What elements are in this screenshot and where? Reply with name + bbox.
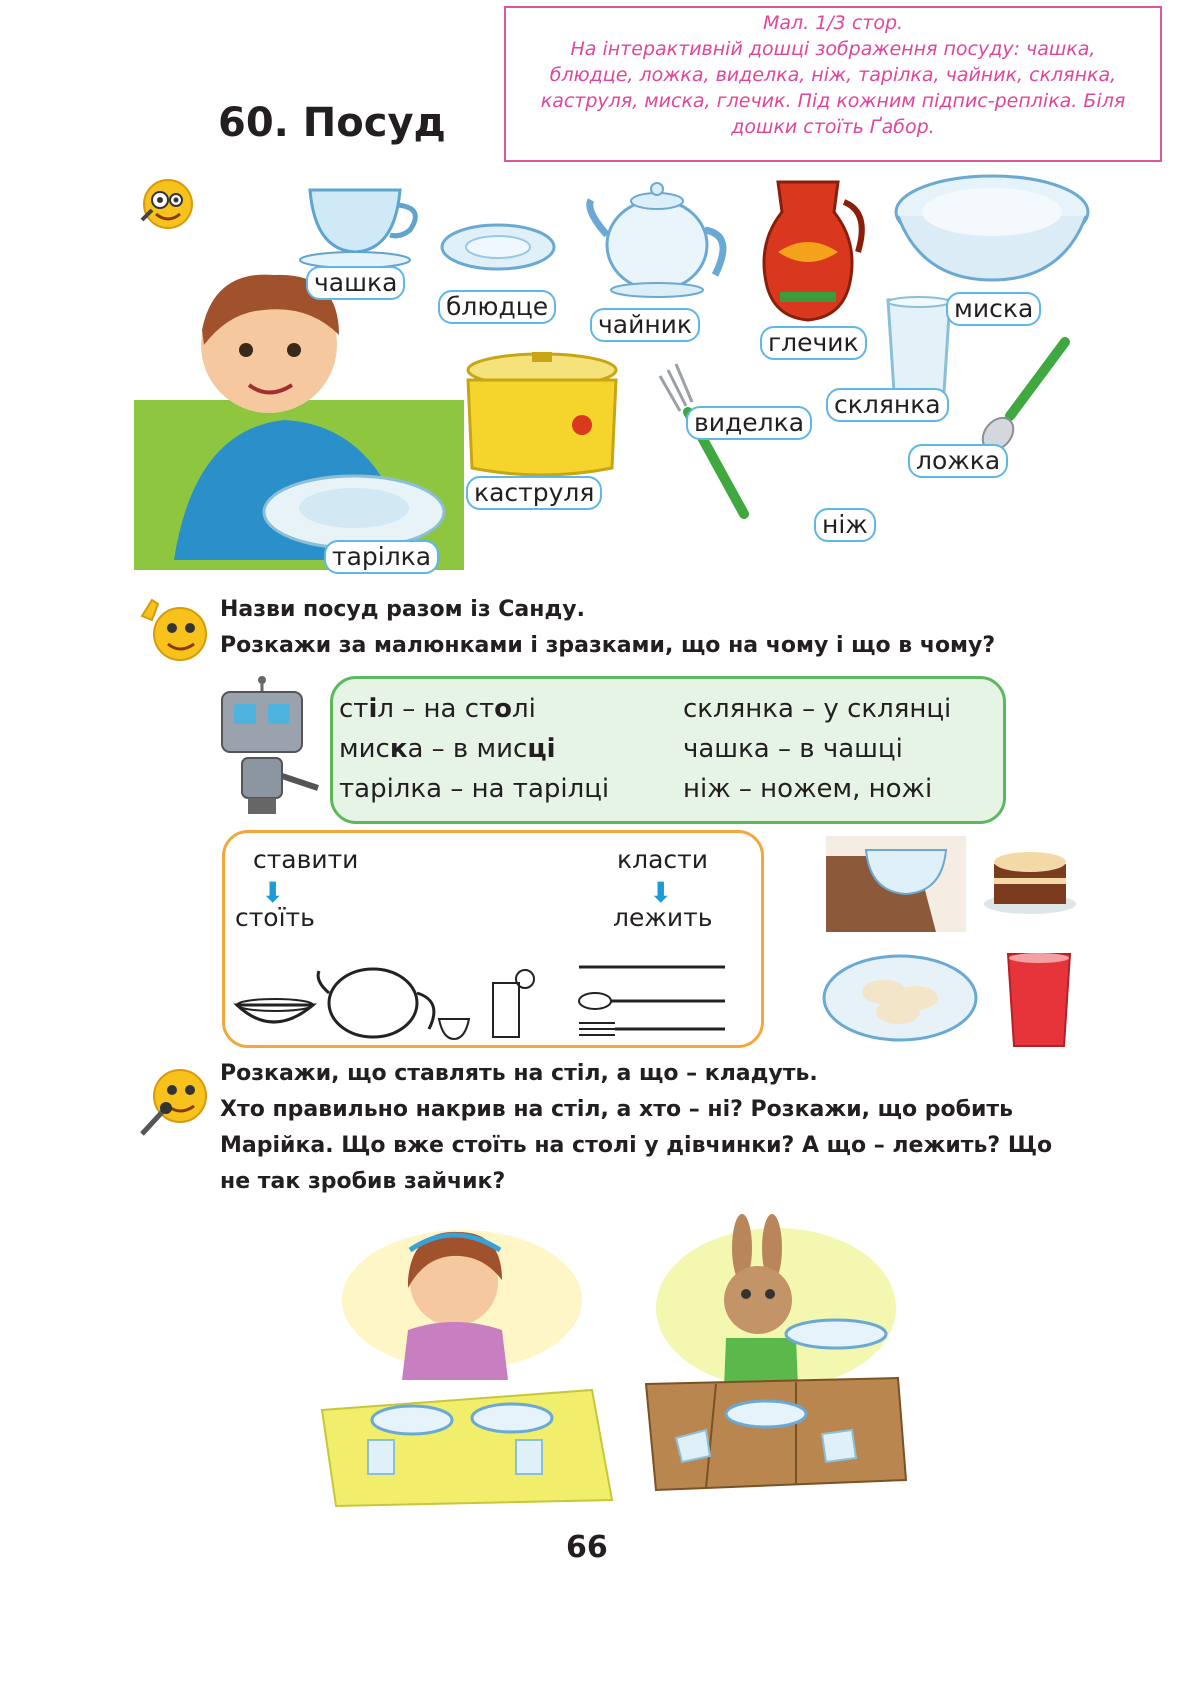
- label-pot: каструля: [466, 476, 602, 510]
- cup-on-table-photo: [826, 836, 966, 932]
- note-line: На інтерактивній дошці зображення посуду: чашка,: [570, 38, 1096, 60]
- label-cup: чашка: [306, 266, 405, 300]
- smiley-microphone-icon: [134, 1060, 214, 1140]
- pair-table: стіл – на столі: [339, 694, 536, 724]
- pair-cup: чашка – в чашці: [683, 734, 903, 764]
- verbs-box: [222, 830, 764, 1048]
- robot-illustration: [218, 676, 328, 816]
- arrow-down-icon: ⬇: [649, 876, 673, 909]
- label-teapot: чайник: [590, 308, 700, 342]
- note-line: дошки стоїть Ґабор.: [731, 116, 935, 138]
- illustration-note: [504, 6, 1162, 162]
- lesson-title: 60. Посуд: [218, 100, 446, 146]
- label-plate: тарілка: [324, 540, 439, 574]
- jug-icon: [758, 172, 868, 327]
- pair-plate: тарілка – на тарілці: [339, 774, 610, 804]
- cup-icon: [300, 180, 420, 270]
- smiley-pointing-icon: [136, 596, 216, 666]
- label-bowl: миска: [946, 292, 1041, 326]
- pair-glass: склянка – у склянці: [683, 694, 952, 724]
- girl-setting-table-illustration: [312, 1210, 622, 1510]
- pot-icon: [462, 350, 622, 485]
- task2-line1: Розкажи, що ставлять на стіл, а що – кладуть.: [220, 1061, 818, 1086]
- pair-bowl: миска – в мисці: [339, 734, 556, 764]
- verb-put-lay: класти: [617, 845, 708, 874]
- task1-line2: Розкажи за малюнками і зразками, що на чому і що в чому?: [220, 633, 996, 658]
- label-glass: склянка: [826, 388, 949, 422]
- task1-line1: Назви посуд разом із Санду.: [220, 597, 585, 622]
- note-line: каструля, миска, глечик. Під кожним підпис-репліка. Біля: [540, 90, 1126, 112]
- verb-put-stand: ставити: [253, 845, 359, 874]
- cake-photo: [980, 838, 1080, 918]
- teapot-icon: [585, 175, 735, 300]
- fork-icon: [640, 356, 760, 526]
- bunny-setting-table-illustration: [626, 1208, 916, 1508]
- note-line: Мал. 1/3 стор.: [762, 12, 904, 34]
- note-line: блюдце, ложка, виделка, ніж, тарілка, чайник, склянка,: [549, 64, 1117, 86]
- arrow-down-icon: ⬇: [261, 876, 285, 909]
- label-saucer: блюдце: [438, 290, 556, 324]
- verb-lies: лежить: [613, 903, 713, 932]
- task2-line4: не так зробив зайчик?: [220, 1169, 506, 1194]
- task2-line2: Хто правильно накрив на стіл, а хто – ні? Розкажи, що робить: [220, 1097, 1014, 1122]
- smiley-magnifier-icon: [132, 170, 202, 236]
- page-number: 66: [566, 1530, 608, 1565]
- dumplings-bowl-photo: [820, 950, 980, 1050]
- glass-icon: [884, 296, 954, 396]
- dishes-outline-icon: [233, 953, 553, 1043]
- juice-glass-photo: [1004, 950, 1074, 1050]
- saucer-icon: [438, 222, 558, 272]
- boy-illustration: [134, 250, 464, 570]
- pair-knife: ніж – ножем, ножі: [683, 774, 933, 804]
- label-fork: виделка: [686, 406, 812, 440]
- label-jug: глечик: [760, 326, 867, 360]
- verb-stands: стоїть: [235, 903, 315, 932]
- bowl-icon: [892, 172, 1092, 282]
- label-knife: ніж: [814, 508, 876, 542]
- task2-line3: Марійка. Що вже стоїть на столі у дівчинки? А що – лежить? Що: [220, 1133, 1053, 1158]
- cutlery-outline-icon: [575, 957, 735, 1043]
- spoon-icon: [970, 336, 1080, 456]
- label-spoon: ложка: [908, 444, 1008, 478]
- case-endings-box: [330, 676, 1006, 824]
